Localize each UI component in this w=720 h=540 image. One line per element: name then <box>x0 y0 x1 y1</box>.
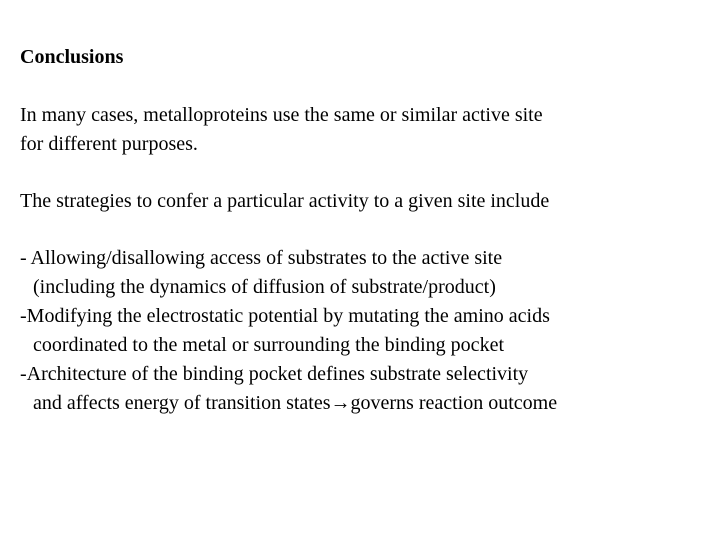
slide-content <box>20 43 710 418</box>
list-item <box>20 244 710 302</box>
paragraph-line: In many cases, metalloproteins use the same or similar active site <box>20 104 543 126</box>
paragraph-line: for different purposes. <box>20 133 198 155</box>
list-item-continuation: (including the dynamics of diffusion of substrate/product) <box>33 276 496 298</box>
list-item-line: -Architecture of the binding pocket defines substrate selectivity <box>20 363 529 385</box>
list-item-line: - Allowing/disallowing access of substrates to the active site <box>20 247 503 269</box>
list-item-line: -Modifying the electrostatic potential by mutating the amino acids <box>20 305 550 327</box>
paragraph-strategies-intro <box>20 187 710 216</box>
slide-title: Conclusions <box>20 46 124 68</box>
paragraph-line: The strategies to confer a particular activity to a given site include <box>20 190 550 212</box>
list-item-continuation: and affects energy of transition states→governs reaction outcome <box>33 392 558 414</box>
strategies-list <box>20 244 710 418</box>
list-item <box>20 360 710 418</box>
list-item-continuation: coordinated to the metal or surrounding the binding pocket <box>33 334 504 356</box>
paragraph-metalloproteins <box>20 101 710 159</box>
list-item <box>20 302 710 360</box>
